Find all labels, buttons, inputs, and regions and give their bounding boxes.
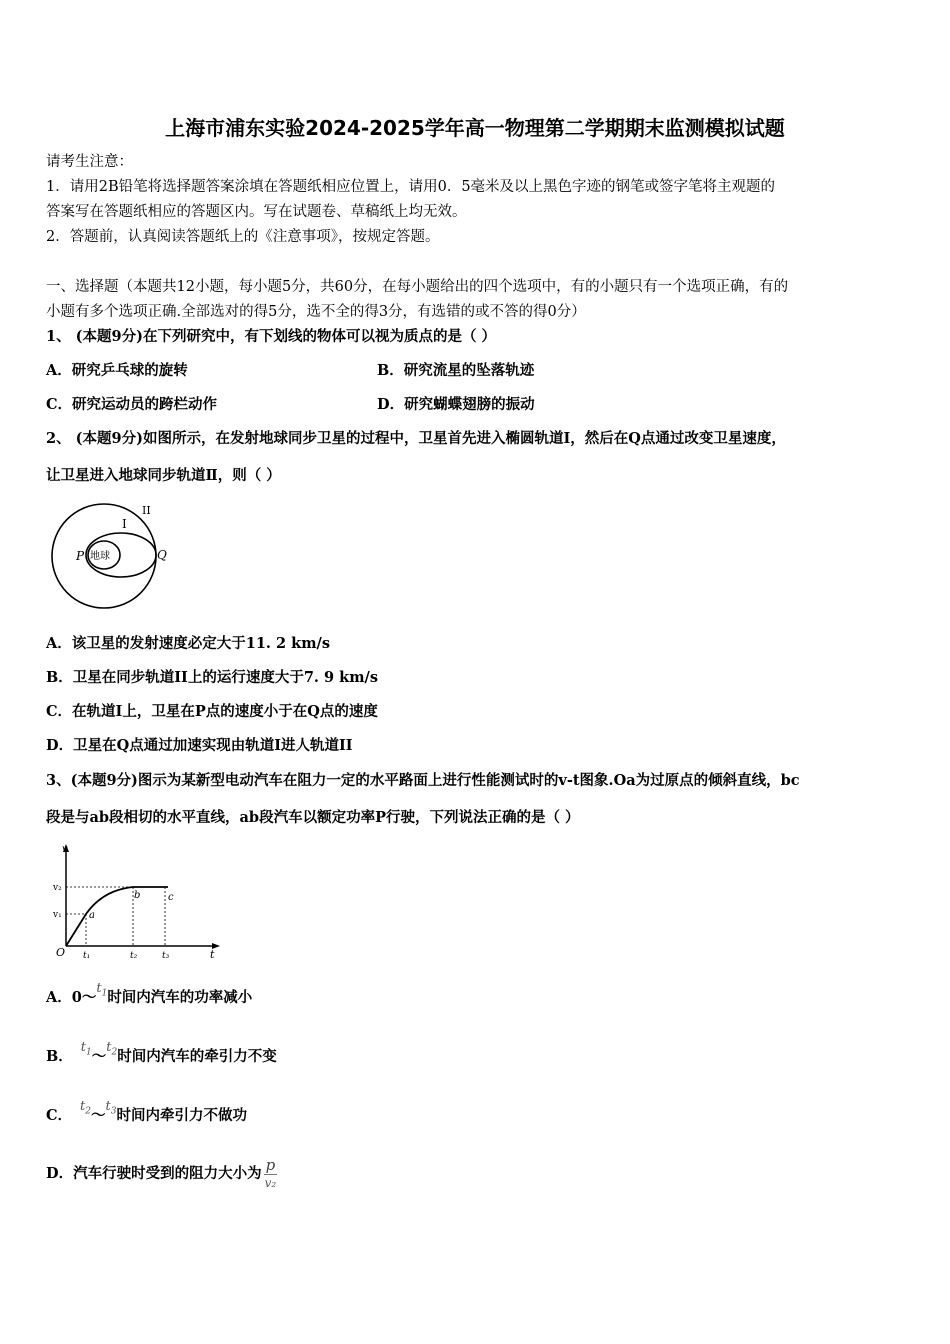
q3-option-b-symbol-1: $t_1$	[80, 1040, 92, 1058]
q2-option-a: A．该卫星的发射速度必定大于11. 2 km/s	[46, 635, 331, 652]
earth-label: 地球	[90, 551, 110, 562]
point-c-label: c	[168, 892, 174, 903]
q2-option-c: C．在轨道I上，卫星在P点的速度小于在Q点的速度	[46, 703, 378, 720]
q3-option-d-text: D．汽车行驶时受到的阻力大小为	[46, 1164, 262, 1182]
q1-option-b: B．研究流星的坠落轨迹	[377, 362, 535, 379]
v1-label: v₁	[53, 910, 62, 920]
vt-graph	[48, 842, 228, 964]
q1-option-d: D．研究蝴蝶翅膀的振动	[377, 396, 535, 413]
point-q-label: Q	[157, 548, 167, 562]
orbit-diagram	[46, 498, 186, 613]
vt-curve	[66, 887, 168, 946]
v-label: v	[62, 844, 68, 855]
t-label: t	[210, 948, 215, 961]
point-a-label: a	[89, 910, 95, 921]
q3-option-c-tilde: ～	[91, 1107, 106, 1124]
section-intro-2: 小题有多个选项正确.全部选对的得5分，选不全的得3分，有选错的或不答的得0分）	[46, 304, 586, 320]
q3-option-b-text: 时间内汽车的牵引力不变	[117, 1048, 277, 1065]
q3-option-c	[46, 1099, 247, 1132]
q3-stem-2: 段是与ab段相切的水平直线，ab段汽车以额定功率P行驶，下列说法正确的是（ ）	[46, 809, 580, 826]
notice-line-2: 答案写在答题纸相应的答题区内。写在试题卷、草稿纸上均无效。	[46, 204, 467, 220]
q3-stem-1: 3、(本题9分)图示为某新型电动汽车在阻力一定的水平路面上进行性能测试时的v-t图象.Oa为过原点的倾斜直线，bc	[46, 772, 800, 789]
orbit-i-label: I	[122, 517, 127, 531]
q2-stem-1: 2、 (本题9分)如图所示，在发射地球同步卫星的过程中，卫星首先进入椭圆轨道I，然后在Q点通过改变卫星速度，	[46, 430, 786, 447]
q3-option-c-symbol-2: $t_3$	[105, 1099, 117, 1117]
q2-option-b: B．卫星在同步轨道II上的运行速度大于7. 9 km/s	[46, 669, 378, 686]
q3-option-b-prefix: B．	[46, 1048, 73, 1065]
fraction-numerator: p	[265, 1156, 276, 1174]
point-p-label: P	[76, 549, 85, 563]
notice-line-3: 2．答题前，认真阅读答题纸上的《注意事项》，按规定答题。	[46, 229, 440, 245]
q3-option-c-text: 时间内牵引力不做功	[116, 1107, 247, 1124]
fraction-denominator: v₂	[264, 1176, 277, 1190]
q1-option-a: A．研究乒乓球的旋转	[46, 362, 188, 379]
q2-option-d: D．卫星在Q点通过加速实现由轨道I进人轨道II	[46, 737, 353, 754]
q3-option-b	[46, 1040, 277, 1073]
notice-line-1: 1．请用2B铅笔将选择题答案涂填在答题纸相应位置上，请用0．5毫米及以上黑色字迹的钢笔或签字笔将主观题的	[46, 179, 776, 195]
point-b-label: b	[134, 890, 141, 901]
q1-option-c: C．研究运动员的跨栏动作	[46, 396, 218, 413]
section-intro-1: 一、选择题（本题共12小题，每小题5分，共60分，在每小题给出的四个选项中，有的小题只有一个选项正确，有的	[46, 279, 789, 295]
q1-stem: 1、 (本题9分)在下列研究中，有下划线的物体可以视为质点的是（ ）	[46, 328, 496, 345]
q3-option-a-symbol: $t_1$	[96, 981, 108, 999]
v2-label: v₂	[53, 883, 62, 893]
orbit-ii-label: II	[142, 504, 151, 517]
t1-label: t₁	[83, 951, 91, 961]
q3-option-a-prefix: A．0～	[46, 989, 97, 1006]
q3-option-a-text: 时间内汽车的功率减小	[107, 989, 253, 1006]
notice-heading: 请考生注意：	[46, 154, 133, 170]
q3-option-c-prefix: C．	[46, 1107, 73, 1124]
q3-option-c-symbol-1: $t_2$	[80, 1099, 92, 1117]
q3-option-a	[46, 981, 253, 1014]
origin-label: O	[56, 946, 66, 959]
q3-option-b-symbol-2: $t_2$	[106, 1040, 118, 1058]
q3-option-b-tilde: ～	[91, 1048, 107, 1065]
t3-label: t₃	[162, 951, 170, 961]
q3-option-d-fraction	[264, 1156, 278, 1191]
q3-option-d	[46, 1156, 277, 1191]
q2-stem-2: 让卫星进入地球同步轨道Ⅱ，则（ ）	[46, 467, 281, 484]
page-title: 上海市浦东实验2024-2025学年高一物理第二学期期末监测模拟试题	[165, 116, 785, 140]
t2-label: t₂	[130, 951, 138, 961]
